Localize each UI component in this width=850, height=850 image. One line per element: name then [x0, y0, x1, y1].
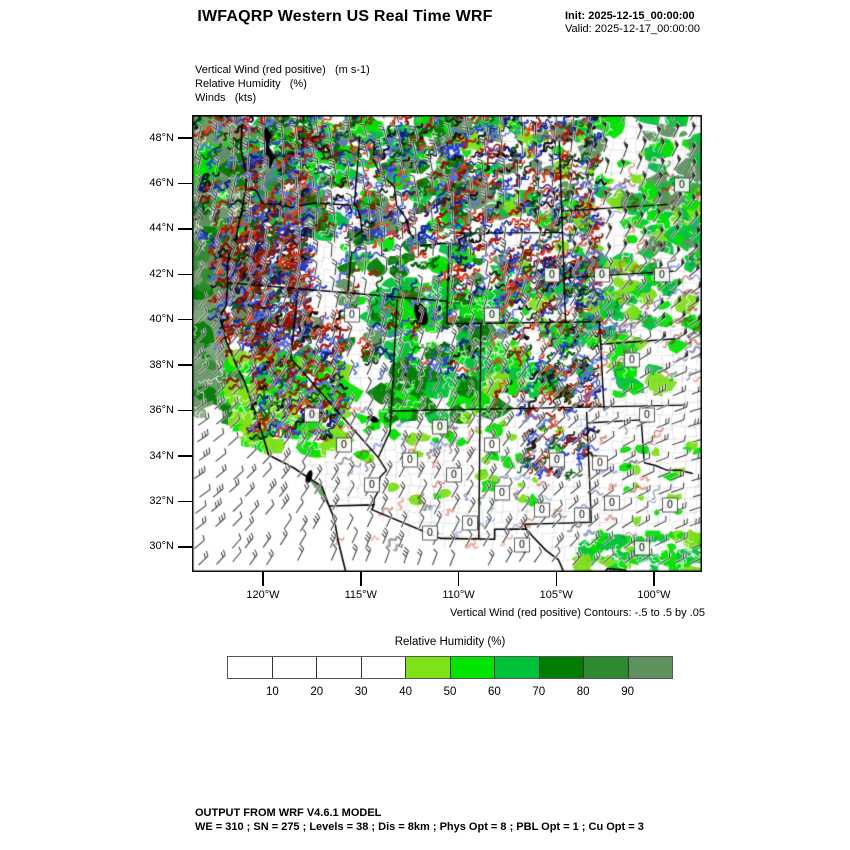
- weather-map-canvas: [192, 115, 702, 572]
- lat-tick-mark: [178, 364, 192, 366]
- colorbar-segment: [450, 657, 495, 678]
- colorbar-tick-label: 80: [576, 686, 590, 698]
- lon-tick-label: 120°W: [246, 589, 280, 601]
- lat-tick-mark: [178, 183, 192, 185]
- lon-tick-mark: [653, 572, 655, 586]
- model-version-line: OUTPUT FROM WRF V4.6.1 MODEL: [195, 807, 382, 819]
- colorbar-segment: [628, 657, 673, 678]
- colorbar-segment: [494, 657, 539, 678]
- lat-tick-mark: [178, 274, 192, 276]
- lat-tick-label: 44°N: [149, 222, 174, 235]
- map-panel: [192, 115, 702, 572]
- field-legend: [195, 63, 370, 105]
- colorbar-segment: [228, 657, 272, 678]
- lat-tick-mark: [178, 455, 192, 457]
- colorbar-tick-label: 90: [621, 686, 634, 698]
- lat-tick-mark: [178, 501, 192, 503]
- colorbar-title: Relative Humidity (%): [394, 636, 506, 648]
- legend-relative-humidity: Relative Humidity (%): [195, 78, 307, 90]
- lon-tick-mark: [262, 572, 264, 586]
- lat-tick-mark: [178, 319, 192, 321]
- run-timestamps: [565, 10, 715, 36]
- model-info: [195, 806, 644, 834]
- lon-tick-mark: [458, 572, 460, 586]
- lon-tick-label: 105°W: [539, 589, 573, 601]
- colorbar-tick-label: 20: [310, 686, 324, 698]
- lon-tick-mark: [556, 572, 558, 586]
- colorbar-tick-label: 50: [443, 686, 457, 698]
- legend-winds: Winds (kts): [195, 92, 257, 104]
- lat-tick-label: 32°N: [149, 494, 174, 507]
- colorbar-tick-label: 70: [532, 686, 546, 698]
- lon-tick-label: 100°W: [637, 589, 671, 601]
- colorbar-tick-label: 10: [265, 686, 279, 698]
- lon-tick-mark: [360, 572, 362, 586]
- lat-tick-label: 38°N: [149, 358, 174, 371]
- colorbar-segment: [405, 657, 450, 678]
- page-title: IWFAQRP Western US Real Time WRF: [197, 8, 493, 25]
- colorbar-tick-label: 60: [487, 686, 501, 698]
- lat-tick-mark: [178, 546, 192, 548]
- colorbar-segment: [361, 657, 406, 678]
- lat-tick-label: 30°N: [149, 540, 174, 553]
- colorbar-segment: [272, 657, 317, 678]
- lat-tick-label: 48°N: [149, 131, 174, 144]
- colorbar-tick-label: 40: [399, 686, 412, 698]
- colorbar-segment: [316, 657, 361, 678]
- colorbar-segment: [539, 657, 584, 678]
- model-config-line: WE = 310 ; SN = 275 ; Levels = 38 ; Dis = 8km ; Phys Opt = 8 ; PBL Opt = 1 ; Cu Opt = 3: [195, 821, 644, 833]
- lat-tick-label: 46°N: [149, 176, 174, 189]
- contour-caption: Vertical Wind (red positive) Contours: -.5 to .5 by .05: [450, 607, 705, 619]
- valid-timestamp: Valid: 2025-12-17_00:00:00: [565, 23, 700, 35]
- lat-tick-mark: [178, 410, 192, 412]
- colorbar-tick-label: 30: [354, 686, 368, 698]
- colorbar-segment: [583, 657, 628, 678]
- lat-tick-label: 36°N: [149, 404, 174, 417]
- lon-tick-label: 110°W: [442, 589, 475, 601]
- lon-tick-label: 115°W: [344, 589, 377, 601]
- lat-tick-label: 34°N: [149, 449, 174, 462]
- lat-tick-label: 42°N: [149, 267, 174, 280]
- rh-colorbar: [228, 657, 672, 678]
- lat-tick-mark: [178, 137, 192, 139]
- legend-vertical-wind: Vertical Wind (red positive) (m s-1): [195, 64, 370, 76]
- lat-tick-mark: [178, 228, 192, 230]
- init-timestamp: Init: 2025-12-15_00:00:00: [565, 10, 695, 22]
- lat-tick-label: 40°N: [149, 313, 174, 326]
